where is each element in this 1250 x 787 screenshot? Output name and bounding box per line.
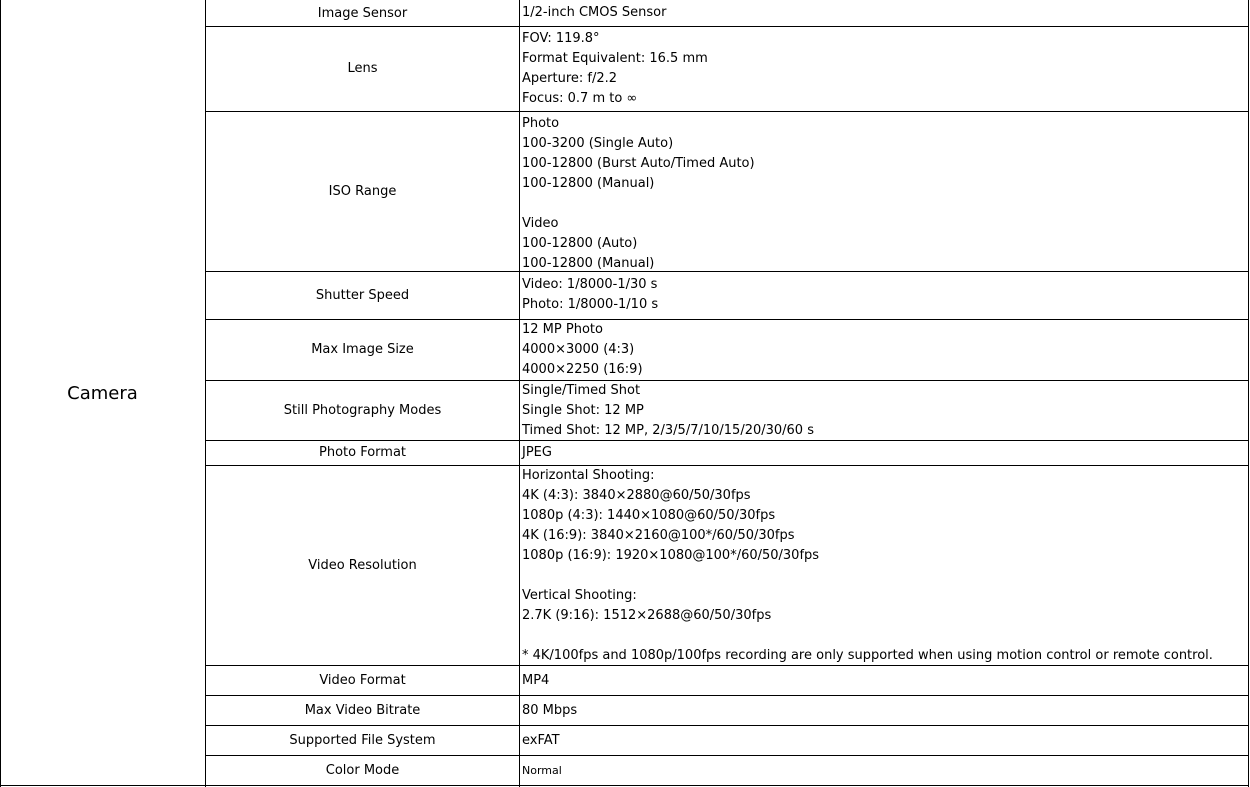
- spec-value-line: 100-12800 (Auto): [522, 236, 638, 251]
- spec-value-line: Video: [522, 216, 559, 231]
- spec-value-line: Horizontal Shooting:: [522, 468, 655, 483]
- spec-value-line: Photo: 1/8000-1/10 s: [522, 297, 659, 312]
- spec-value-line: 80 Mbps: [522, 703, 578, 718]
- spec-value: [522, 3, 1242, 23]
- spec-value: [522, 731, 1242, 751]
- spec-name: Shutter Speed: [315, 287, 410, 303]
- spec-value: [522, 320, 1242, 380]
- spec-value: [522, 466, 1242, 666]
- spec-value-line: 12 MP Photo: [522, 322, 603, 337]
- spec-name: Still Photography Modes: [283, 402, 442, 418]
- spec-name: Color Mode: [325, 762, 400, 778]
- spec-name: Supported File System: [289, 732, 436, 748]
- border-right: [1248, 0, 1249, 787]
- spec-value-line: Focus: 0.7 m to ∞: [522, 91, 638, 106]
- spec-name: Max Image Size: [311, 342, 414, 357]
- spec-name: ISO Range: [328, 183, 397, 199]
- spec-name: Max Video Bitrate: [304, 702, 421, 718]
- spec-value-line: exFAT: [522, 733, 560, 748]
- spec-value-line: [522, 626, 1242, 646]
- spec-value-line: JPEG: [522, 445, 552, 460]
- spec-value-line: Single/Timed Shot: [522, 383, 641, 398]
- spec-value-line: Timed Shot: 12 MP, 2/3/5/7/10/15/20/30/60 s: [522, 423, 814, 438]
- spec-name: Lens: [347, 61, 378, 76]
- spec-name: Image Sensor: [317, 5, 408, 21]
- spec-value-line: Vertical Shooting:: [522, 588, 637, 603]
- border-col-2: [519, 0, 520, 787]
- spec-value: [522, 443, 1242, 463]
- spec-value-line: 100-12800 (Manual): [522, 256, 655, 271]
- spec-value-line: Photo: [522, 116, 560, 131]
- spec-value-line: [522, 194, 1242, 214]
- spec-value-line: 100-12800 (Burst Auto/Timed Auto): [522, 156, 755, 171]
- spec-value: [522, 29, 1242, 109]
- spec-value-line: 4000×2250 (16:9): [522, 362, 643, 377]
- spec-value-line: Format Equivalent: 16.5 mm: [522, 51, 708, 66]
- spec-value: [522, 701, 1242, 721]
- spec-value-line: Video: 1/8000-1/30 s: [522, 277, 658, 292]
- spec-name: Photo Format: [318, 445, 407, 460]
- spec-value-line: Normal: [522, 764, 562, 777]
- spec-value-line: 100-3200 (Single Auto): [522, 136, 674, 151]
- border-bottom: [0, 785, 1249, 786]
- spec-value-line: 1/2-inch CMOS Sensor: [522, 5, 667, 20]
- spec-value: [522, 275, 1242, 315]
- spec-value-line: [522, 566, 1242, 586]
- spec-value-line: 100-12800 (Manual): [522, 176, 655, 191]
- spec-value: [522, 761, 1242, 781]
- spec-value-line: * 4K/100fps and 1080p/100fps recording are only supported when using motion control or remote control.: [522, 648, 1213, 663]
- spec-value-line: 1080p (16:9): 1920×1080@100*/60/50/30fps: [522, 548, 820, 563]
- spec-value-line: MP4: [522, 673, 550, 688]
- spec-value-line: 4000×3000 (4:3): [522, 342, 635, 357]
- spec-value-line: Single Shot: 12 MP: [522, 403, 644, 418]
- category-label: Camera: [67, 383, 138, 404]
- spec-name: Video Resolution: [308, 557, 417, 573]
- spec-value-line: 2.7K (9:16): 1512×2688@60/50/30fps: [522, 608, 772, 623]
- spec-value: [522, 381, 1242, 441]
- spec-value: [522, 114, 1242, 274]
- spec-value-line: FOV: 119.8°: [522, 31, 600, 46]
- spec-value-line: 4K (16:9): 3840×2160@100*/60/50/30fps: [522, 528, 795, 543]
- spec-value-line: Aperture: f/2.2: [522, 71, 618, 86]
- spec-value-line: 1080p (4:3): 1440×1080@60/50/30fps: [522, 508, 776, 523]
- spec-name: Video Format: [319, 672, 406, 688]
- spec-value-line: 4K (4:3): 3840×2880@60/50/30fps: [522, 488, 751, 503]
- spec-value: [522, 671, 1242, 691]
- border-left: [0, 0, 1, 787]
